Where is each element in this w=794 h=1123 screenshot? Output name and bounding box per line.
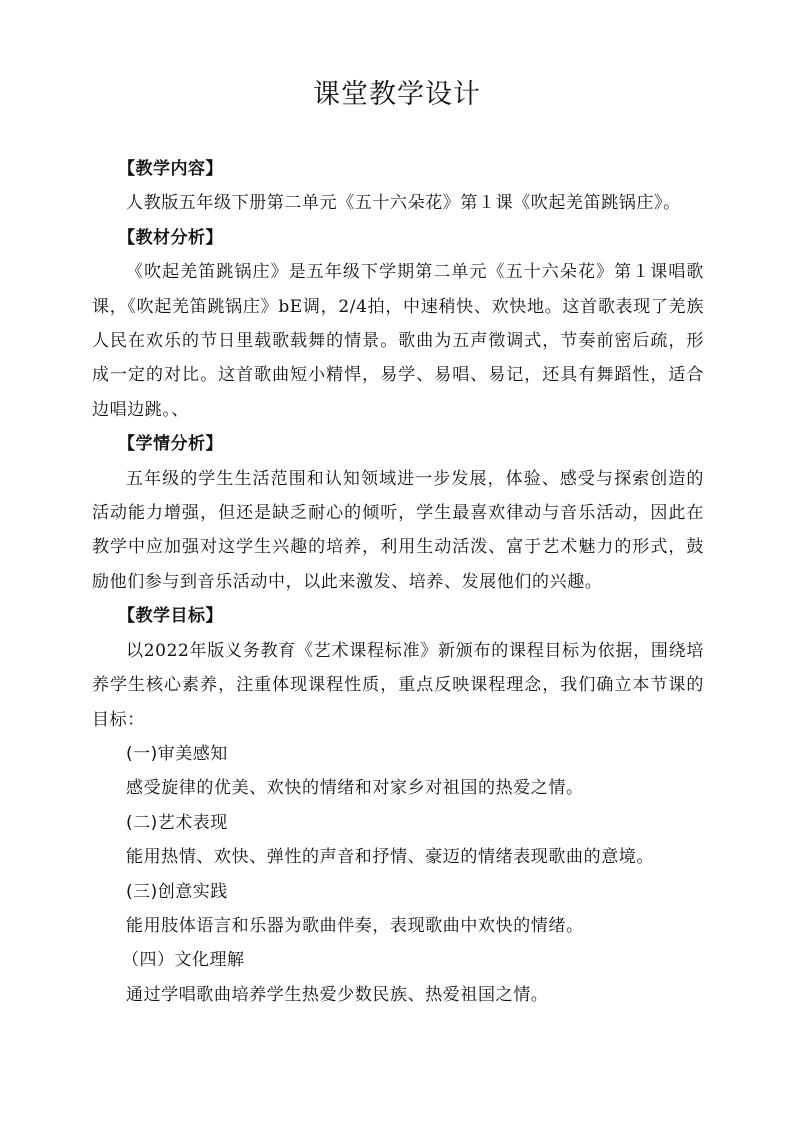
section-text-students: 五年级的学生生活范围和认知领域进一步发展，体验、感受与探索创造的活动能力增强，但还是缺乏耐心的倾听，学生最喜欢律动与音乐活动，因此在教学中应加强对这学生兴趣的培养，利用生动活泼、富于艺术魅力的形式，鼓励他们参与到音乐活动中，以此来激发、培养、发展他们的兴趣。: [92, 468, 704, 592]
page-title: 课堂教学设计: [313, 79, 481, 110]
section-text-analysis: 《吹起羌笛跳锅庄》是五年级下学期第二单元《五十六朵花》第１课唱歌课，《吹起羌笛跳锅庄》bE调，2/4拍，中速稍快、欢快地。这首歌表现了羌族人民在欢乐的节日里载歌载舞的情景。歌曲为五声徵调式，节奏前密后疏，形成一定的对比。这首歌曲短小精悍，易学、易唱、易记，还具有舞蹈性，适合边唱边跳。、: [92, 262, 704, 420]
document-body: [92, 152, 704, 1012]
section-text-goals-intro: 以2022年版义务教育《艺术课程标准》新颁布的课程目标为依据，围绕培养学生核心素养，注重体现课程性质，重点反映课程理念，我们确立本节课的目标：: [92, 640, 704, 730]
section-heading-content: 【教学内容】: [118, 159, 223, 179]
goal-label-practice: (三)创意实践: [126, 881, 228, 902]
goal-text-aesthetic: 感受旋律的优美、欢快的情绪和对家乡对祖国的热爱之情。: [126, 778, 584, 799]
section-heading-analysis: 【教材分析】: [118, 227, 223, 248]
goal-label-expression: (二)艺术表现: [126, 812, 228, 833]
goal-text-practice: 能用肢体语言和乐器为歌曲伴奏，表现歌曲中欢快的情绪。: [126, 915, 584, 936]
section-heading-students: 【学情分析】: [118, 434, 223, 455]
section-text-content: 人教版五年级下册第二单元《五十六朵花》第１课《吹起羌笛跳锅庄》。: [126, 193, 681, 214]
section-heading-goals: 【教学目标】: [118, 606, 223, 627]
goal-label-culture: （四）文化理解: [122, 950, 245, 971]
goal-text-expression: 能用热情、欢快、弹性的声音和抒情、豪迈的情绪表现歌曲的意境。: [126, 847, 654, 868]
goal-text-culture: 通过学唱歌曲培养学生热爱少数民族、热爱祖国之情。: [126, 984, 549, 1005]
goal-label-aesthetic: (一)审美感知: [126, 743, 228, 764]
